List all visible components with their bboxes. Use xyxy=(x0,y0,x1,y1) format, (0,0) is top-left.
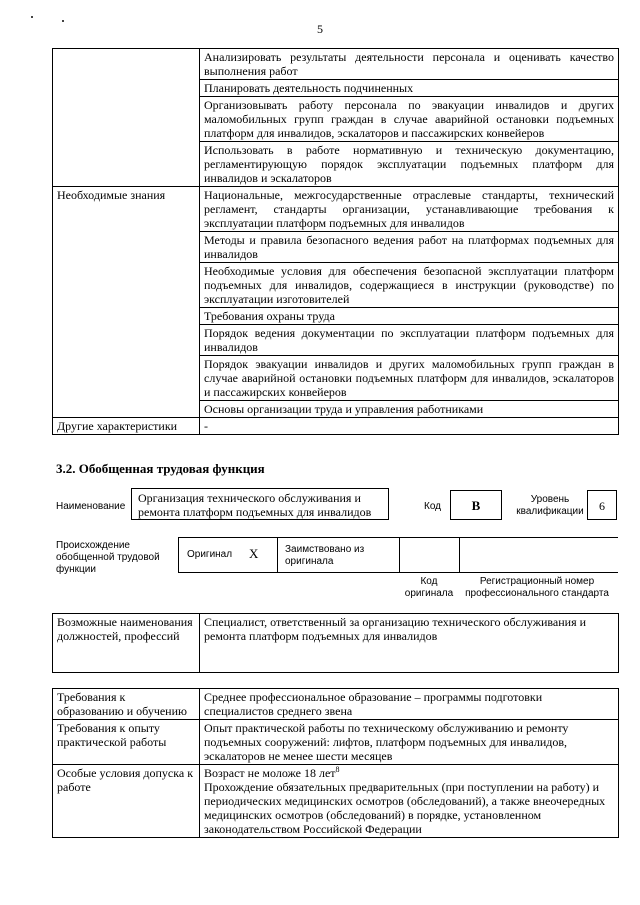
education-value: Среднее профессиональное образование – программы подготовки специалистов среднего звена xyxy=(200,689,619,720)
table-row xyxy=(53,765,619,838)
admission-label: Особые условия допуска к работе xyxy=(53,765,200,838)
education-label: Требования к образованию и обучению xyxy=(53,689,200,720)
admission-medical: Прохождение обязательных предварительных (при поступлении на работу) и периодических медицинских осмотров (обследований), а также внеочередных медицинских осмотров (обследований) в порядке, установленном законодательством Российской Федерации xyxy=(204,780,606,836)
table-row xyxy=(53,720,619,765)
table-row xyxy=(53,187,619,232)
skill-item: Использовать в работе нормативную и техническую документацию, регламентирующую порядок эксплуатации подъемных платформ для инвалидов и эскалаторов xyxy=(200,142,619,187)
knowledge-label: Необходимые знания xyxy=(53,187,200,418)
knowledge-item: Методы и правила безопасного ведения работ на платформах подъемных для инвалидов xyxy=(200,232,619,263)
divider xyxy=(399,537,400,573)
positions-table xyxy=(52,613,619,673)
scan-speck xyxy=(31,16,33,18)
code-original-label: Код оригинала xyxy=(404,576,454,599)
origin-label: Происхождение обобщенной трудовой функции xyxy=(56,540,160,575)
page-number: 5 xyxy=(317,22,323,36)
divider xyxy=(459,537,460,573)
other-characteristics-label: Другие характеристики xyxy=(53,418,200,435)
registration-number-label: Регистрационный номер профессионального стандарта xyxy=(465,576,609,599)
original-mark: X xyxy=(249,546,259,561)
origin-box xyxy=(178,537,618,573)
divider xyxy=(277,537,278,573)
competency-table xyxy=(52,48,619,435)
skills-label-cell xyxy=(53,49,200,187)
section-title: 3.2. Обобщенная трудовая функция xyxy=(56,461,265,476)
positions-value: Специалист, ответственный за организацию технического обслуживания и ремонта платформ подъемных для инвалидов xyxy=(200,614,619,673)
name-label: Наименование xyxy=(56,501,126,512)
skill-item: Анализировать результаты деятельности персонала и оценивать качество выполнения работ xyxy=(200,49,619,80)
table-row xyxy=(53,418,619,435)
code-label: Код xyxy=(424,501,442,512)
knowledge-item: Необходимые условия для обеспечения безопасной эксплуатации платформ подъемных для инвалидов, содержащиеся в инструкции (руководстве) по эксплуатации изготовителей xyxy=(200,263,619,308)
knowledge-item: Требования охраны труда xyxy=(200,308,619,325)
knowledge-item: Порядок ведения документации по эксплуатации платформ подъемных для инвалидов xyxy=(200,325,619,356)
skill-item: Организовывать работу персонала по эвакуации инвалидов и других маломобильных групп граждан в случае аварийной остановки подъемных платформ для инвалидов, эскалаторов и пассажирских конвейеров xyxy=(200,97,619,142)
knowledge-item: Основы организации труда и управления работниками xyxy=(200,401,619,418)
original-label: Оригинал xyxy=(187,549,233,560)
borrowed-label: Заимствовано из оригинала xyxy=(285,544,365,567)
function-name: Организация технического обслуживания и ремонта платформ подъемных для инвалидов xyxy=(138,491,372,519)
admission-value xyxy=(200,765,619,838)
knowledge-item: Национальные, межгосударственные отраслевые стандарты, технический регламент, стандарты организации, устанавливающие требования к эксплуатации платформ подъемных для инвалидов xyxy=(200,187,619,232)
experience-label: Требования к опыту практической работы xyxy=(53,720,200,765)
skill-item: Планировать деятельность подчиненных xyxy=(200,80,619,97)
code-box xyxy=(450,490,502,520)
qualification-level-label: Уровень квалификации xyxy=(516,494,584,517)
table-row xyxy=(53,49,619,80)
other-characteristics-value: - xyxy=(200,418,619,435)
admission-age xyxy=(204,766,614,780)
code-value: B xyxy=(471,498,481,513)
experience-value: Опыт практической работы по техническому обслуживанию и ремонту подъемных сооружений: лифтов, платформ подъемных для инвалидов, эскалаторов не менее шести месяцев xyxy=(200,720,619,765)
requirements-table xyxy=(52,688,619,838)
level-box xyxy=(587,490,617,520)
function-name-box xyxy=(131,488,389,520)
table-row xyxy=(53,614,619,673)
level-value: 6 xyxy=(599,499,605,513)
positions-label: Возможные наименования должностей, профессий xyxy=(53,614,200,673)
table-row xyxy=(53,689,619,720)
admission-age-text: Возраст не моложе 18 лет xyxy=(204,766,336,780)
knowledge-item: Порядок эвакуации инвалидов и других маломобильных групп граждан в случае аварийной остановки подъемных платформ для инвалидов, эскалаторов и пассажирских конвейеров xyxy=(200,356,619,401)
footnote-marker: 8 xyxy=(335,765,340,774)
